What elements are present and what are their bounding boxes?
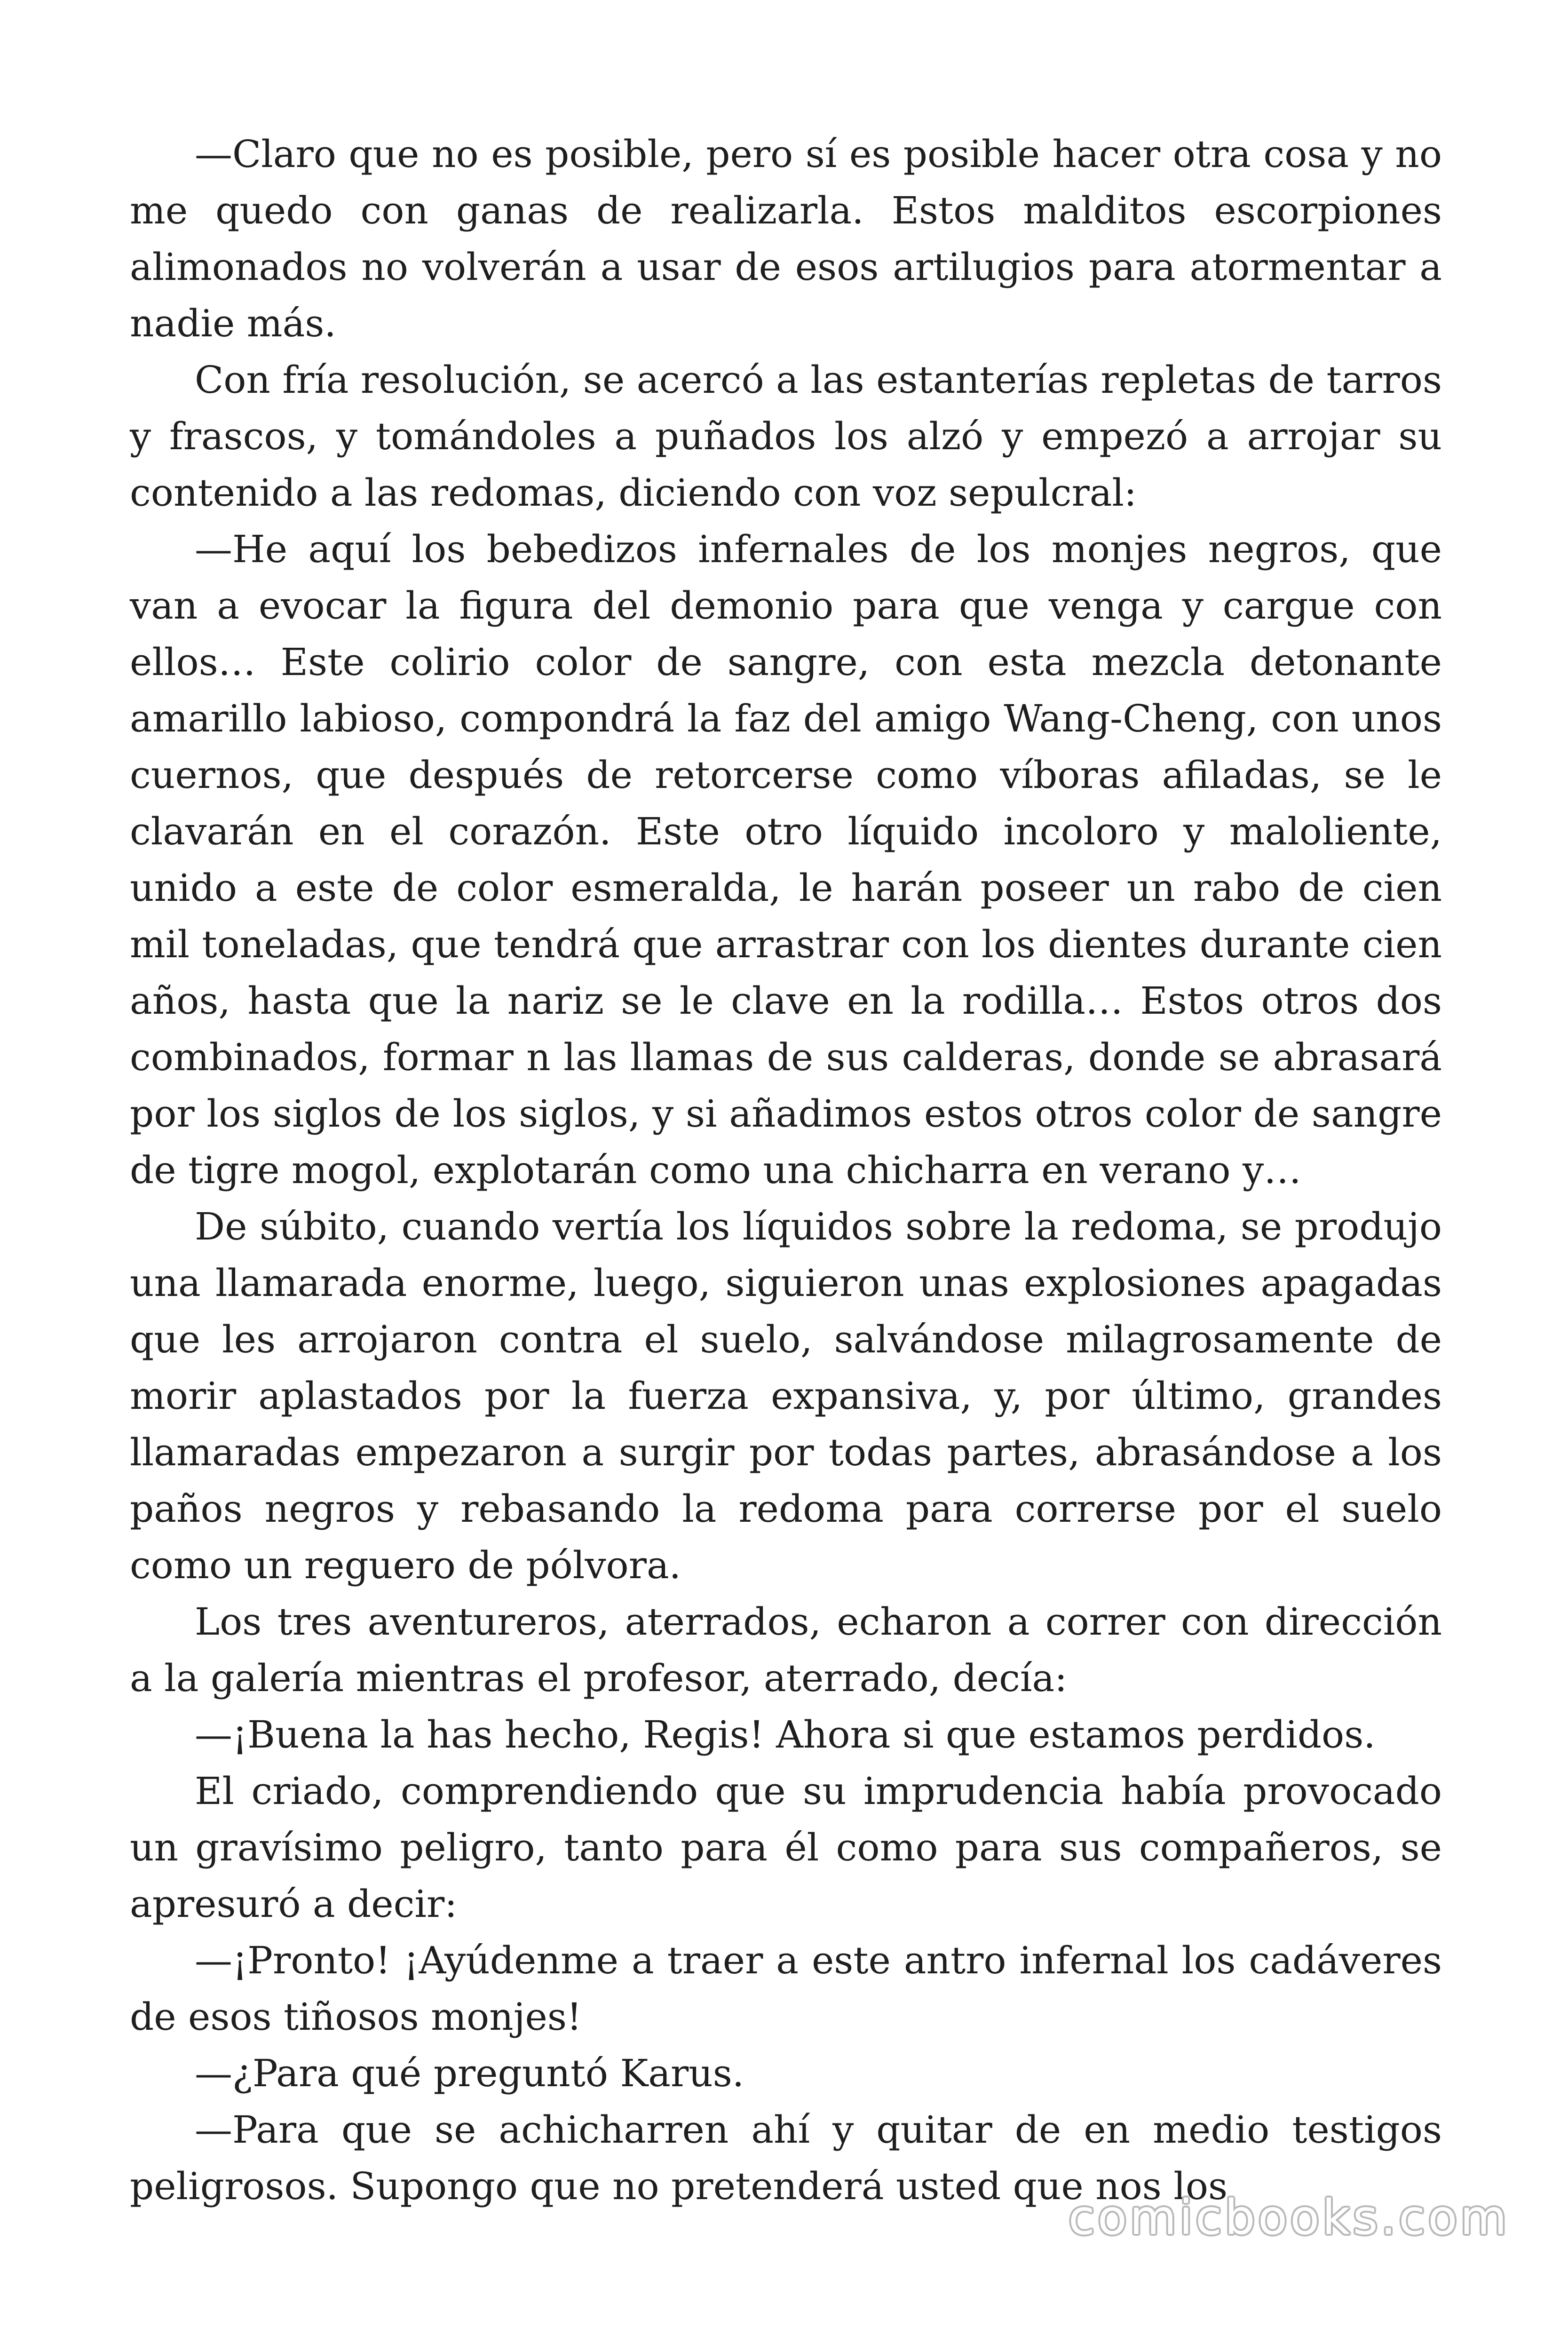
body-text: [130, 126, 1442, 2215]
paragraph: —He aquí los bebedizos infernales de los monjes negros, que van a evocar la figura del demonio para que venga y cargue con ellos… Este colirio color de sangre, con esta mezcla detonante amarillo labioso, compondrá la faz del amigo Wang-Cheng, con unos cuernos, que después de retorcerse como víboras afiladas, se le clavarán en el corazón. Este otro líquido incoloro y maloliente, unido a este de color esmeralda, le harán poseer un rabo de cien mil toneladas, que tendrá que arrastrar con los dientes durante cien años, hasta que la nariz se le clave en la rodilla… Estos otros dos combinados, formar n las llamas de sus calderas, donde se abrasará por los siglos de los siglos, y si añadimos estos otros color de sangre de tigre mogol, explotarán como una chicharra en verano y…: [130, 527, 1442, 1192]
paragraph: —¿Para qué preguntó Karus.: [195, 2051, 744, 2095]
watermark: comicbooks.com: [1068, 2190, 1510, 2246]
paragraph: De súbito, cuando vertía los líquidos sobre la redoma, se produjo una llamarada enorme, luego, siguieron unas explosiones apagadas que les arrojaron contra el suelo, salvándose milagrosamente de morir aplastados por la fuerza expansiva, y, por último, grandes llamaradas empezaron a surgir por todas partes, abrasándose a los paños negros y rebasando la redoma para correrse por el suelo como un reguero de pólvora.: [130, 1205, 1442, 1587]
paragraph: —¡Buena la has hecho, Regis! Ahora si que estamos perdidos.: [195, 1713, 1376, 1756]
paragraph: —Para que se achicharren ahí y quitar de en medio testigos peligrosos. Supongo que no pretenderá usted que nos los: [130, 2108, 1442, 2208]
paragraph: Con fría resolución, se acercó a las estanterías repletas de tarros y frascos, y tomándoles a puñados los alzó y empezó a arrojar su contenido a las redomas, diciendo con voz sepulcral:: [130, 358, 1442, 515]
paragraph: —Claro que no es posible, pero sí es posible hacer otra cosa y no me quedo con ganas de realizarla. Estos malditos escorpiones alimonados no volverán a usar de esos artilugios para atormentar a nadie más.: [130, 132, 1442, 345]
paragraph: El criado, comprendiendo que su imprudencia había provocado un gravísimo peligro, tanto para él como para sus compañeros, se apresuró a decir:: [130, 1769, 1442, 1926]
paragraph: —¡Pronto! ¡Ayúdenme a traer a este antro infernal los cadáveres de esos tiñosos monjes!: [130, 1939, 1442, 2039]
paragraph: Los tres aventureros, aterrados, echaron a correr con dirección a la galería mientras el profesor, aterrado, decía:: [130, 1600, 1442, 1700]
